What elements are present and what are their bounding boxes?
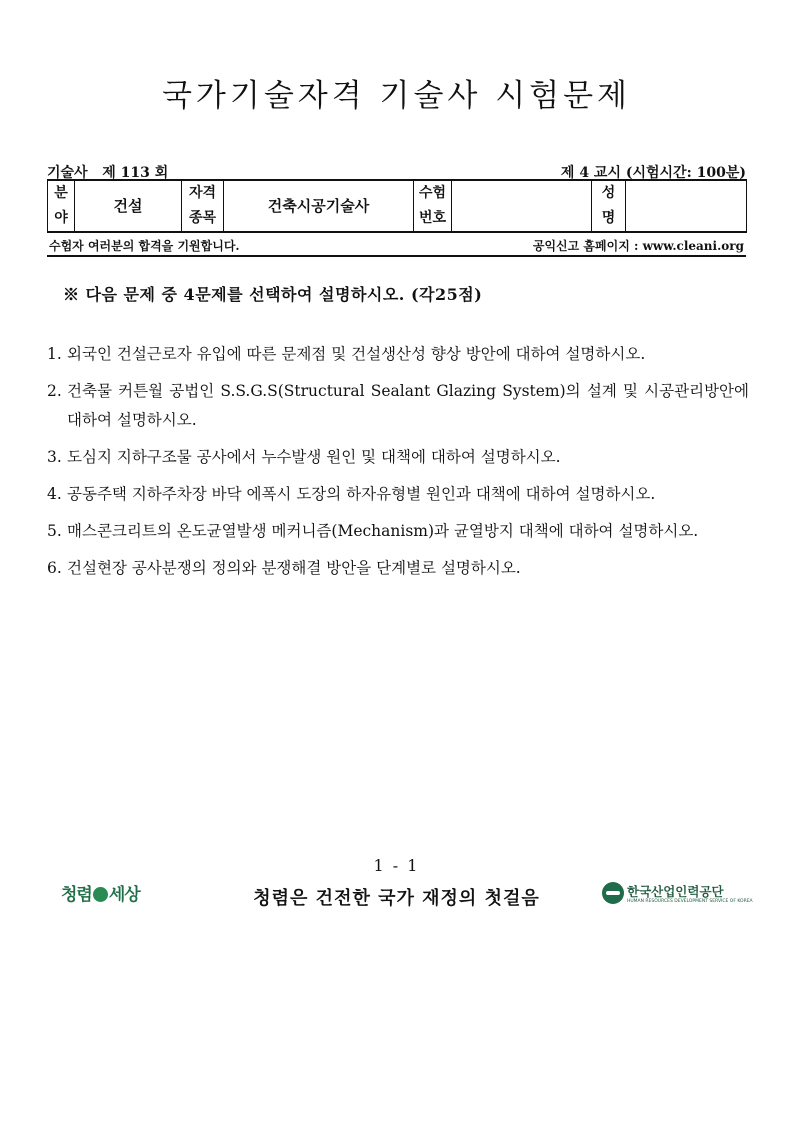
- instruction: ※ 다음 문제 중 4문제를 선택하여 설명하시오. (각25점): [63, 285, 483, 304]
- question-number: 4.: [47, 485, 62, 503]
- category-value: 건축시공기술사: [224, 180, 414, 232]
- exam-meta: [47, 162, 746, 180]
- page-number: 1 - 1: [373, 856, 420, 875]
- notice-row: [47, 235, 746, 257]
- question-text: 매스콘크리트의 온도균열발생 메커니즘(Mechanism)과 균열방지 대책에 대하여 설명하시오.: [67, 522, 699, 540]
- question-number: 6.: [47, 559, 62, 577]
- question-list: [47, 340, 749, 591]
- page-title: 국가기술자격 기술사 시험문제: [161, 78, 631, 114]
- org-subtitle: HUMAN RESOURCES DEVELOPMENT SERVICE OF KOREA: [627, 899, 753, 904]
- exam-number-field[interactable]: [452, 180, 592, 232]
- footer: [47, 878, 753, 918]
- candidate-info-table: [47, 179, 747, 233]
- field-label: 분 야: [48, 180, 75, 232]
- hrdk-logo: [602, 880, 753, 916]
- integrity-world-logo: 청렴 세상: [61, 885, 140, 905]
- name-field[interactable]: [626, 180, 747, 232]
- question-text: 외국인 건설근로자 유입에 따른 문제점 및 건설생산성 향상 방안에 대하여 설명하시오.: [67, 345, 646, 363]
- question-5: [47, 517, 749, 546]
- question-4: [47, 480, 749, 509]
- field-value: 건설: [75, 180, 182, 232]
- question-3: [47, 443, 749, 472]
- question-text: 건설현장 공사분쟁의 정의와 분쟁해결 방안을 단계별로 설명하시오.: [67, 559, 521, 577]
- website-text: 공익신고 홈페이지 : www.cleani.org: [532, 239, 744, 253]
- question-6: [47, 554, 749, 583]
- exam-session: 제 4 교시 (시험시간: 100분): [560, 165, 746, 181]
- question-2: [47, 377, 749, 435]
- org-name: 한국산업인력공단: [627, 884, 724, 899]
- question-text: 공동주택 지하주차장 바닥 에폭시 도장의 하자유형별 원인과 대책에 대하여 설명하시오.: [67, 485, 656, 503]
- good-luck-text: 수험자 여러분의 합격을 기원합니다.: [49, 239, 240, 253]
- category-label: 자격 종목: [182, 180, 224, 232]
- name-label: 성 명: [592, 180, 626, 232]
- hrdk-emblem-icon: [602, 882, 624, 904]
- question-1: [47, 340, 749, 369]
- exam-number-label: 수험 번호: [414, 180, 452, 232]
- question-number: 1.: [47, 345, 62, 363]
- question-number: 3.: [47, 448, 62, 466]
- exam-series: 기술사 제 113 회: [47, 165, 169, 181]
- question-text: 건축물 커튼월 공법인 S.S.G.S(Structural Sealant Glazing System)의 설계 및 시공관리방안에 대하여 설명하시오.: [67, 382, 749, 429]
- footer-slogan: 청렴은 건전한 국가 재정의 첫걸음: [253, 888, 540, 909]
- question-number: 5.: [47, 522, 62, 540]
- question-number: 2.: [47, 382, 62, 400]
- question-text: 도심지 지하구조물 공사에서 누수발생 원인 및 대책에 대하여 설명하시오.: [67, 448, 561, 466]
